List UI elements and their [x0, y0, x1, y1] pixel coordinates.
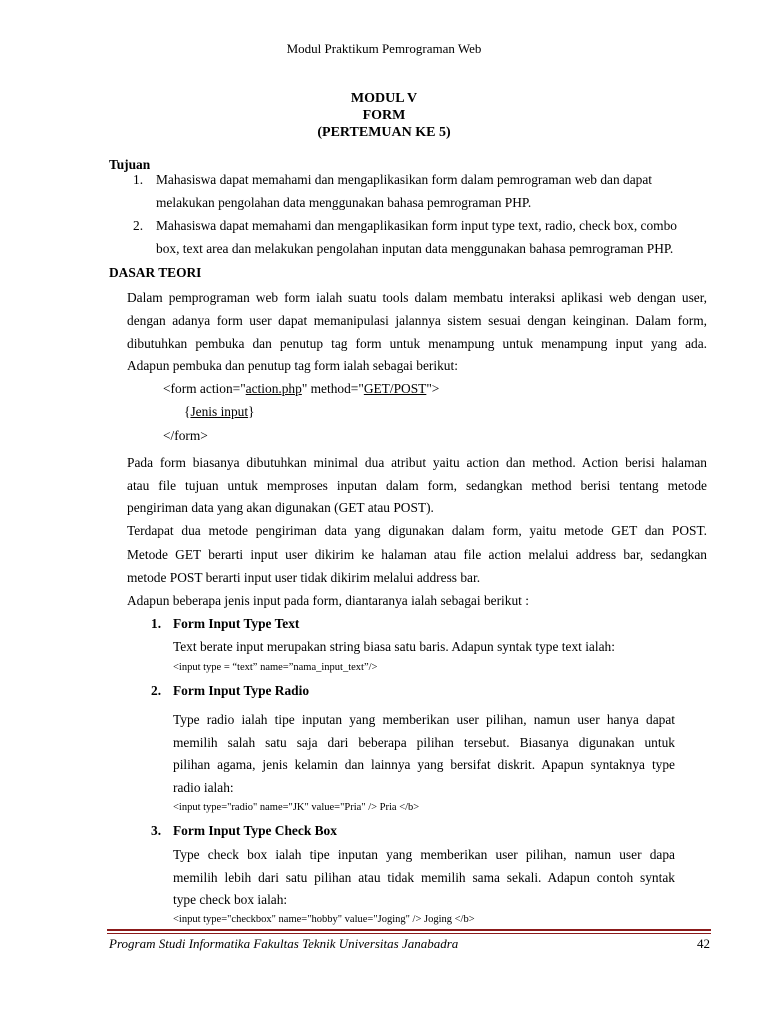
action-value: action.php: [245, 381, 302, 396]
tujuan-item-2-line-2: box, text area dan melakukan pengolahan inputan data menggunakan bahasa pemrograman PHP.: [156, 241, 674, 256]
input-1-code: <input type = “text” name=”nama_input_text”/>: [173, 662, 378, 673]
tujuan-item-2-number: 2.: [133, 218, 144, 233]
input-2-code: <input type="radio" name="JK" value="Pria" /> Pria </b>: [173, 802, 420, 813]
dasar-p3-line-2: Metode GET berarti input user dikirim ke halaman atau file action melalui address bar, sedangkan: [127, 547, 707, 562]
input-2-line-1: Type radio ialah tipe inputan yang memberikan user pilihan, namun user hanya dapat: [173, 712, 675, 727]
input-2-number: 2.: [151, 683, 162, 698]
dasar-p3-line-1: Terdapat dua metode pengiriman data yang digunakan dalam form, yaitu metode GET dan POST.: [127, 523, 707, 538]
dasar-p1-line-2: dengan adanya form user dapat memanipulasi jalannya sistem sesuai dengan keinginan. Dalam form,: [127, 313, 707, 328]
tujuan-item-1-number: 1.: [133, 172, 144, 187]
dasar-teori-heading: DASAR TEORI: [109, 265, 202, 280]
input-2-line-2: memilih salah satu saja dari beberapa pilihan tersebut. Biasanya digunakan untuk: [173, 735, 675, 750]
module-number: MODUL V: [350, 91, 418, 106]
dasar-p1-line-3: dibutuhkan pembuka dan penutup tag form untuk menampung untuk menampung input yang ada.: [127, 336, 707, 351]
input-2-line-3: pilihan agama, jenis kelamin dan lainnya yang bersifat diskrit. Apapun syntaknya type: [173, 757, 675, 772]
dasar-p1-line-4: Adapun pembuka dan penutup tag form ialah sebagai berikut:: [127, 358, 458, 373]
tujuan-item-1-line-2: melakukan pengolahan data menggunakan bahasa pemrograman PHP.: [156, 195, 532, 210]
input-3-code: <input type="checkbox" name="hobby" value="Joging" /> Joging </b>: [173, 914, 475, 925]
dasar-p3-line-3: metode POST berarti input user tidak dikirim melalui address bar.: [127, 570, 481, 585]
input-2-title: Form Input Type Radio: [173, 683, 310, 698]
module-title: FORM: [362, 108, 406, 123]
tujuan-item-1-line-1: Mahasiswa dapat memahami dan mengaplikasikan form dalam pemrograman web dan dapat: [156, 172, 653, 187]
input-3-line-3: type check box ialah:: [173, 892, 288, 907]
dasar-p1-line-1: Dalam pemprograman web form ialah suatu tools dalam membatu interaksi aplikasi web dengan user,: [127, 290, 707, 305]
dasar-p2-line-1: Pada form biasanya dibutuhkan minimal dua atribut yaitu action dan method. Action berisi halaman: [127, 455, 707, 470]
method-value: GET/POST: [363, 381, 427, 396]
footer-rule-thin: [107, 933, 711, 934]
input-2-line-4: radio ialah:: [173, 780, 234, 795]
tujuan-item-2-line-1: Mahasiswa dapat memahami dan mengaplikasikan form input type text, radio, check box, combo: [156, 218, 677, 233]
page-number: 42: [697, 936, 710, 951]
footer-institution: Program Studi Informatika Fakultas Teknik Universitas Janabadra: [109, 936, 459, 951]
footer-rule: [107, 929, 711, 931]
input-3-title: Form Input Type Check Box: [173, 823, 337, 838]
running-header: Modul Praktikum Pemrograman Web: [286, 41, 482, 56]
form-close-tag: </form>: [163, 428, 208, 443]
input-3-number: 3.: [151, 823, 162, 838]
input-3-line-1: Type check box ialah tipe inputan yang memberikan user pilihan, namun user dapa: [173, 847, 675, 862]
tujuan-heading: Tujuan: [109, 157, 151, 172]
form-inner-placeholder: {Jenis input}: [184, 404, 255, 419]
dasar-p2-line-3: pengiriman data yang akan digunakan (GET atau POST).: [127, 500, 434, 515]
dasar-p2-line-2: atau file tujuan untuk memproses inputan dalam form, sedangkan method berisi tentang metode: [127, 478, 707, 493]
input-1-number: 1.: [151, 616, 162, 631]
input-1-title: Form Input Type Text: [173, 616, 300, 631]
input-1-line-1: Text berate input merupakan string biasa satu baris. Adapun syntak type text ialah:: [173, 639, 615, 654]
input-3-line-2: memilih lebih dari satu pilihan atau tidak memilih sama sekali. Adapun contoh syntak: [173, 870, 675, 885]
dasar-p4: Adapun beberapa jenis input pada form, diantaranya ialah sebagai berikut :: [127, 593, 529, 608]
form-open-tag: <form action="action.php" method="GET/POST">: [163, 381, 440, 396]
module-session: (PERTEMUAN KE 5): [317, 125, 451, 140]
